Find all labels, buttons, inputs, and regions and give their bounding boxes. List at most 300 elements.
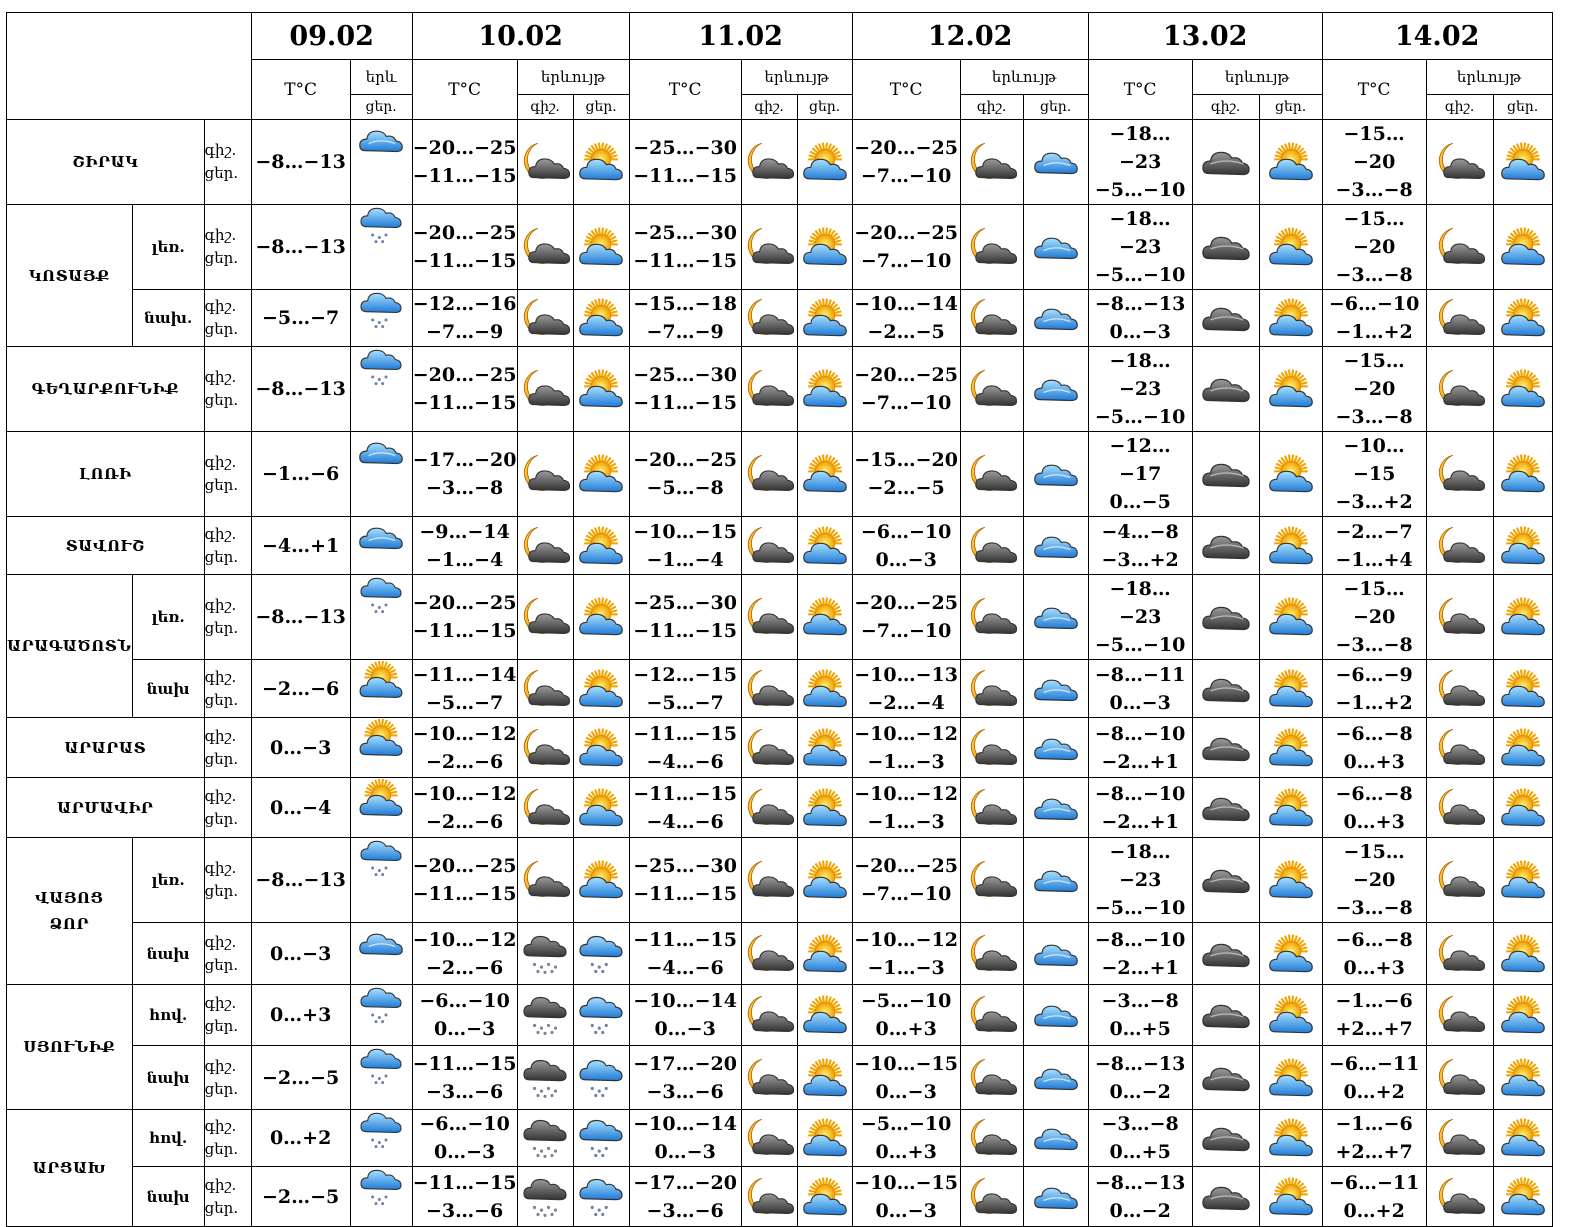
moon-cloud-icon [1427, 859, 1493, 901]
region-name [7, 517, 205, 575]
moon-cloud-icon [518, 141, 573, 183]
table-row [7, 1110, 1553, 1167]
day-icon-cell [573, 517, 629, 575]
night-icon-cell [960, 205, 1023, 290]
snow-cloud-icon [574, 933, 629, 975]
moon-cloud-icon [1427, 994, 1493, 1036]
day-temp: −2…−5 [867, 321, 945, 343]
night-temp: −15…−20 [1343, 578, 1405, 628]
day-temp: −2…−5 [867, 477, 945, 499]
temp-cell [1088, 1110, 1192, 1167]
day-icon-cell [1259, 778, 1322, 838]
sun-cloud-icon [1260, 596, 1322, 638]
phenomenon-header: երևույթ [741, 60, 852, 95]
night-label: գիշ. [204, 859, 237, 877]
night-icon-cell [1192, 290, 1259, 347]
temp-cell [852, 205, 960, 290]
phenomenon-header: երևույթ [1192, 60, 1322, 95]
sun-cloud-icon [1260, 297, 1322, 339]
night-icon-cell [1192, 517, 1259, 575]
night-temp: −10…−14 [633, 1113, 737, 1135]
night-icon-cell [741, 923, 797, 985]
snow-cloud-icon [351, 838, 412, 878]
day-icon-cell [1259, 985, 1322, 1046]
day-temp: −4…−6 [646, 956, 724, 979]
sun-cloud-icon [1494, 859, 1552, 901]
day-icon-cell [797, 1110, 852, 1167]
night-temp: −10…−15 [854, 1052, 958, 1075]
night-temp: −10…−13 [854, 663, 958, 686]
sun-cloud-icon [798, 668, 852, 710]
day-temp: −3…−8 [1335, 264, 1413, 286]
day-icon-cell [573, 923, 629, 985]
moon-cloud-icon [961, 453, 1023, 495]
weather-icon-cell [350, 1046, 412, 1110]
day-icon-cell [1259, 432, 1322, 517]
table-row [7, 923, 1553, 985]
night-temp: −8…−13 [1094, 1171, 1186, 1194]
day-icon-cell [573, 1167, 629, 1227]
temp-cell [852, 660, 960, 718]
night-icon-cell [741, 290, 797, 347]
sun-cloud-icon [798, 141, 852, 183]
day-temp: 0…+2 [1343, 1199, 1405, 1222]
night-day-label [204, 290, 251, 347]
day-temp: −2…+1 [1101, 956, 1179, 979]
night-day-label [204, 575, 251, 660]
sun-cloud-icon [1494, 1057, 1552, 1099]
snow-cloud-icon [574, 1057, 629, 1099]
night-icon-cell [1426, 923, 1493, 985]
moon-cloud-icon [1427, 787, 1493, 829]
day-icon-cell [1259, 290, 1322, 347]
sun-cloud-icon [798, 933, 852, 975]
moon-cloud-icon [961, 525, 1023, 567]
day-temp: −7…−10 [860, 883, 952, 905]
sun-cloud-icon [1494, 933, 1552, 975]
sun-cloud-icon [798, 859, 852, 901]
night-label: գիշ. [204, 297, 237, 315]
table-row [7, 290, 1553, 347]
night-temp: −25…−30 [633, 855, 737, 877]
day-temp: −1…+2 [1335, 321, 1413, 343]
night-day-label [204, 923, 251, 985]
sun-cloud-icon [1260, 787, 1322, 829]
day-temp: −3…−8 [1335, 897, 1413, 919]
table-row [7, 205, 1553, 290]
temp-value: −8…−13 [255, 236, 346, 258]
temp-cell [251, 517, 350, 575]
night-temp: −12…−16 [412, 293, 517, 315]
temp-value: −8…−13 [255, 378, 346, 400]
temp-cell [1088, 347, 1192, 432]
date-header: 11.02 [629, 13, 852, 60]
sun-cloud-icon [574, 596, 629, 638]
cloud-icon [1024, 727, 1088, 769]
day-temp: 0…−2 [1109, 1080, 1171, 1103]
table-row [7, 1167, 1553, 1227]
temp-header: T°C [629, 60, 741, 120]
day-temp: −5…−10 [1094, 634, 1186, 656]
night-icon-cell [1192, 1167, 1259, 1227]
table-row [7, 1046, 1553, 1110]
moon-cloud-icon [742, 994, 797, 1036]
night-icon-cell [1426, 838, 1493, 923]
moon-cloud-icon [742, 297, 797, 339]
day-icon-cell [573, 985, 629, 1046]
temp-cell [412, 575, 517, 660]
night-temp: −10…−12 [854, 782, 958, 805]
moon-cloud-icon [518, 453, 573, 495]
day-icon-cell [573, 290, 629, 347]
temp-cell [629, 718, 741, 778]
day-icon-cell [797, 575, 852, 660]
day-header: ցեր. [350, 95, 412, 120]
sun-cloud-icon [798, 727, 852, 769]
day-temp: −5…−10 [1094, 264, 1186, 286]
temp-cell [852, 1110, 960, 1167]
night-label: գիշ. [204, 1056, 237, 1075]
night-temp: −6…−9 [1335, 663, 1413, 686]
day-temp: −11…−15 [633, 165, 737, 187]
night-icon-cell [517, 718, 573, 778]
day-icon-cell [797, 985, 852, 1046]
table-row [7, 985, 1553, 1046]
temp-cell [852, 718, 960, 778]
night-temp: −25…−30 [633, 137, 737, 159]
sun-cloud-icon [574, 226, 629, 268]
temp-cell [629, 660, 741, 718]
day-icon-cell [797, 838, 852, 923]
day-icon-cell [1023, 432, 1088, 517]
day-icon-cell [1023, 985, 1088, 1046]
night-label: գիշ. [204, 453, 237, 471]
night-icon-cell [1426, 347, 1493, 432]
night-icon-cell [960, 660, 1023, 718]
day-temp: −1…−3 [867, 956, 945, 979]
region-label: ԱՐՑԱԽ [32, 1159, 106, 1177]
night-temp: −25…−30 [633, 592, 737, 614]
temp-cell [852, 778, 960, 838]
day-icon-cell [1023, 718, 1088, 778]
night-icon-cell [1192, 205, 1259, 290]
night-temp: −11…−15 [412, 1171, 517, 1194]
sun-cloud-icon [1494, 1176, 1552, 1218]
temp-cell [251, 347, 350, 432]
night-temp: −4…−8 [1101, 520, 1179, 543]
day-label: ցեր. [204, 391, 239, 409]
night-temp: −15…−20 [854, 449, 958, 471]
temp-cell [629, 432, 741, 517]
sun-cloud-icon [1260, 525, 1322, 567]
night-icon-cell [517, 432, 573, 517]
region-name [7, 718, 205, 778]
sun-cloud-icon [798, 1057, 852, 1099]
moon-cloud-icon [742, 226, 797, 268]
day-temp: +2…+7 [1335, 1018, 1413, 1040]
day-temp: 0…+2 [1343, 1080, 1405, 1103]
night-temp: −15…−18 [633, 293, 737, 315]
weather-icon-cell [350, 985, 412, 1046]
sub-area-text: նախ [146, 679, 190, 698]
day-temp: −3…+2 [1101, 548, 1179, 571]
dark-cloud-icon [1193, 525, 1259, 567]
temp-cell [251, 205, 350, 290]
sun-cloud-icon [1260, 668, 1322, 710]
temp-cell [852, 432, 960, 517]
sub-area-label [132, 660, 204, 718]
region-name [7, 432, 205, 517]
temp-value: 0…−3 [269, 736, 332, 759]
day-icon-cell [1023, 923, 1088, 985]
temp-cell [1322, 517, 1426, 575]
day-temp: −7…−10 [860, 392, 952, 414]
night-icon-cell [741, 838, 797, 923]
sun-cloud-icon [798, 525, 852, 567]
moon-cloud-icon [518, 859, 573, 901]
night-temp: −10…−12 [412, 928, 517, 951]
region-name [7, 347, 205, 432]
cloud-icon [1024, 859, 1088, 901]
sun-cloud-icon [1494, 787, 1552, 829]
moon-cloud-icon [742, 859, 797, 901]
night-icon-cell [741, 517, 797, 575]
night-temp: −8…−10 [1094, 928, 1186, 951]
night-temp: −10…−14 [633, 990, 737, 1012]
day-label: ցեր. [204, 320, 239, 338]
table-row [7, 718, 1553, 778]
sub-area-label [132, 1046, 204, 1110]
temp-cell [412, 205, 517, 290]
night-icon-cell [1426, 778, 1493, 838]
cloud-icon [1024, 368, 1088, 410]
night-icon-cell [1426, 718, 1493, 778]
temp-cell [251, 1046, 350, 1110]
snow-cloud-icon [351, 1110, 412, 1150]
sun-cloud-icon [1260, 453, 1322, 495]
night-day-label [204, 718, 251, 778]
night-temp: −8…−11 [1094, 663, 1186, 686]
day-temp: −5…−8 [646, 477, 724, 499]
day-icon-cell [1493, 778, 1552, 838]
temp-cell [1322, 1110, 1426, 1167]
moon-cloud-icon [961, 994, 1023, 1036]
dark-cloud-icon [1193, 596, 1259, 638]
snow-cloud-icon [351, 985, 412, 1025]
table-row [7, 838, 1553, 923]
night-temp: −18…−23 [1109, 578, 1171, 628]
snow-cloud-icon [574, 1176, 629, 1218]
table-row [7, 575, 1553, 660]
night-temp: −17…−20 [633, 1052, 737, 1075]
day-icon-cell [797, 923, 852, 985]
night-icon-cell [960, 290, 1023, 347]
snow-cloud-icon [351, 347, 412, 387]
moon-cloud-icon [742, 1176, 797, 1218]
dark-cloud-icon [1193, 368, 1259, 410]
moon-cloud-icon [1427, 368, 1493, 410]
day-icon-cell [1023, 1167, 1088, 1227]
night-temp: −15…−20 [1343, 123, 1405, 173]
temp-cell [412, 838, 517, 923]
temp-cell [1322, 575, 1426, 660]
sub-area-text: հով. [149, 1006, 188, 1024]
night-icon-cell [1192, 432, 1259, 517]
temp-cell [1088, 778, 1192, 838]
dark-snow-cloud-icon [518, 933, 573, 975]
sun-cloud-icon [1494, 727, 1552, 769]
dark-cloud-icon [1193, 1057, 1259, 1099]
snow-cloud-icon [351, 1046, 412, 1086]
snow-cloud-icon [351, 205, 412, 245]
night-header: գիշ. [741, 95, 797, 120]
night-temp: −6…−8 [1335, 782, 1413, 805]
cloud-icon [1024, 787, 1088, 829]
night-temp: −15…−20 [1343, 841, 1405, 891]
sun-cloud-icon [574, 727, 629, 769]
sun-cloud-icon [1260, 994, 1322, 1036]
cloud-icon [351, 923, 412, 963]
night-icon-cell [960, 778, 1023, 838]
region-label: ԱՐՄԱՎԻՐ [57, 798, 154, 817]
day-temp: −4…−6 [646, 750, 724, 773]
moon-cloud-icon [518, 668, 573, 710]
night-icon-cell [960, 1167, 1023, 1227]
night-icon-cell [741, 347, 797, 432]
temp-header: T°C [852, 60, 960, 120]
cloud-icon [1024, 141, 1088, 183]
day-icon-cell [1023, 838, 1088, 923]
day-icon-cell [797, 718, 852, 778]
night-icon-cell [960, 517, 1023, 575]
day-temp: −2…−4 [867, 691, 945, 714]
weather-icon-cell [350, 923, 412, 985]
day-icon-cell [1023, 1110, 1088, 1167]
night-temp: −5…−10 [860, 990, 952, 1012]
moon-cloud-icon [1427, 297, 1493, 339]
moon-cloud-icon [1427, 933, 1493, 975]
night-icon-cell [1426, 1046, 1493, 1110]
temp-cell [1088, 575, 1192, 660]
dark-cloud-icon [1193, 1117, 1259, 1159]
day-icon-cell [1259, 1167, 1322, 1227]
day-label: ցեր. [204, 690, 239, 709]
day-temp: −2…−6 [425, 810, 504, 833]
date-header: 12.02 [852, 13, 1088, 60]
night-temp: −10…−12 [412, 782, 517, 805]
temp-cell [1322, 1167, 1426, 1227]
temp-cell [629, 517, 741, 575]
temp-cell [251, 432, 350, 517]
day-icon-cell [1259, 517, 1322, 575]
night-temp: −3…−8 [1101, 990, 1179, 1012]
sub-area-label [132, 1110, 204, 1167]
night-icon-cell [1192, 718, 1259, 778]
day-icon-cell [797, 205, 852, 290]
moon-cloud-icon [961, 596, 1023, 638]
temp-cell [629, 205, 741, 290]
dark-cloud-icon [1193, 297, 1259, 339]
night-icon-cell [517, 985, 573, 1046]
sun-cloud-icon [798, 453, 852, 495]
day-temp: −11…−15 [633, 620, 737, 642]
night-day-label [204, 660, 251, 718]
day-icon-cell [1493, 205, 1552, 290]
day-temp: 0…+3 [1343, 810, 1405, 833]
moon-cloud-icon [961, 368, 1023, 410]
day-temp: 0…−2 [1109, 1199, 1171, 1222]
night-label: գիշ. [204, 726, 237, 745]
day-temp: −1…+2 [1335, 691, 1413, 714]
sub-area-text: նախ [146, 1187, 190, 1206]
table-row [7, 120, 1553, 205]
night-temp: −9…−14 [419, 520, 510, 543]
day-temp: −11…−15 [633, 883, 737, 905]
night-icon-cell [517, 660, 573, 718]
day-icon-cell [797, 660, 852, 718]
day-icon-cell [1493, 1046, 1552, 1110]
day-temp: −3…−8 [1335, 406, 1413, 428]
night-temp: −6…−10 [1328, 293, 1420, 315]
day-header: ցեր. [1493, 95, 1552, 120]
temp-cell [412, 120, 517, 205]
night-icon-cell [1192, 120, 1259, 205]
day-temp: 0…+3 [1343, 750, 1405, 773]
cloud-icon [1024, 226, 1088, 268]
day-header: ցեր. [1259, 95, 1322, 120]
cloud-icon [1024, 297, 1088, 339]
corner-cell [7, 13, 252, 120]
day-icon-cell [797, 290, 852, 347]
day-icon-cell [1493, 347, 1552, 432]
day-label: ցեր. [204, 882, 239, 900]
moon-cloud-icon [961, 727, 1023, 769]
temp-cell [1322, 205, 1426, 290]
moon-cloud-icon [742, 596, 797, 638]
sun-cloud-icon [574, 668, 629, 710]
night-icon-cell [960, 718, 1023, 778]
night-temp: −3…−8 [1101, 1113, 1179, 1135]
region-name [7, 120, 205, 205]
moon-cloud-icon [1427, 1176, 1493, 1218]
sun-cloud-icon [574, 525, 629, 567]
night-temp: −10…−12 [854, 928, 958, 951]
temp-cell [251, 923, 350, 985]
sun-cloud-icon [1494, 226, 1552, 268]
region-name [7, 1110, 133, 1227]
weather-icon-cell [350, 660, 412, 718]
night-temp: −11…−15 [412, 1052, 517, 1075]
day-temp: −5…−7 [646, 691, 724, 714]
day-label: ցեր. [204, 1198, 239, 1217]
sun-cloud-icon [574, 297, 629, 339]
sun-cloud-icon [798, 1117, 852, 1159]
temp-cell [1088, 205, 1192, 290]
temp-cell [852, 923, 960, 985]
day-icon-cell [1023, 120, 1088, 205]
cloud-icon [1024, 596, 1088, 638]
day-temp: −7…−10 [860, 250, 952, 272]
moon-cloud-icon [961, 933, 1023, 975]
moon-cloud-icon [961, 1117, 1023, 1159]
temp-cell [1322, 290, 1426, 347]
temp-header: T°C [1322, 60, 1426, 120]
night-day-label [204, 120, 251, 205]
temp-cell [251, 778, 350, 838]
day-icon-cell [1259, 575, 1322, 660]
moon-cloud-icon [961, 141, 1023, 183]
sun-cloud-icon [1260, 141, 1322, 183]
